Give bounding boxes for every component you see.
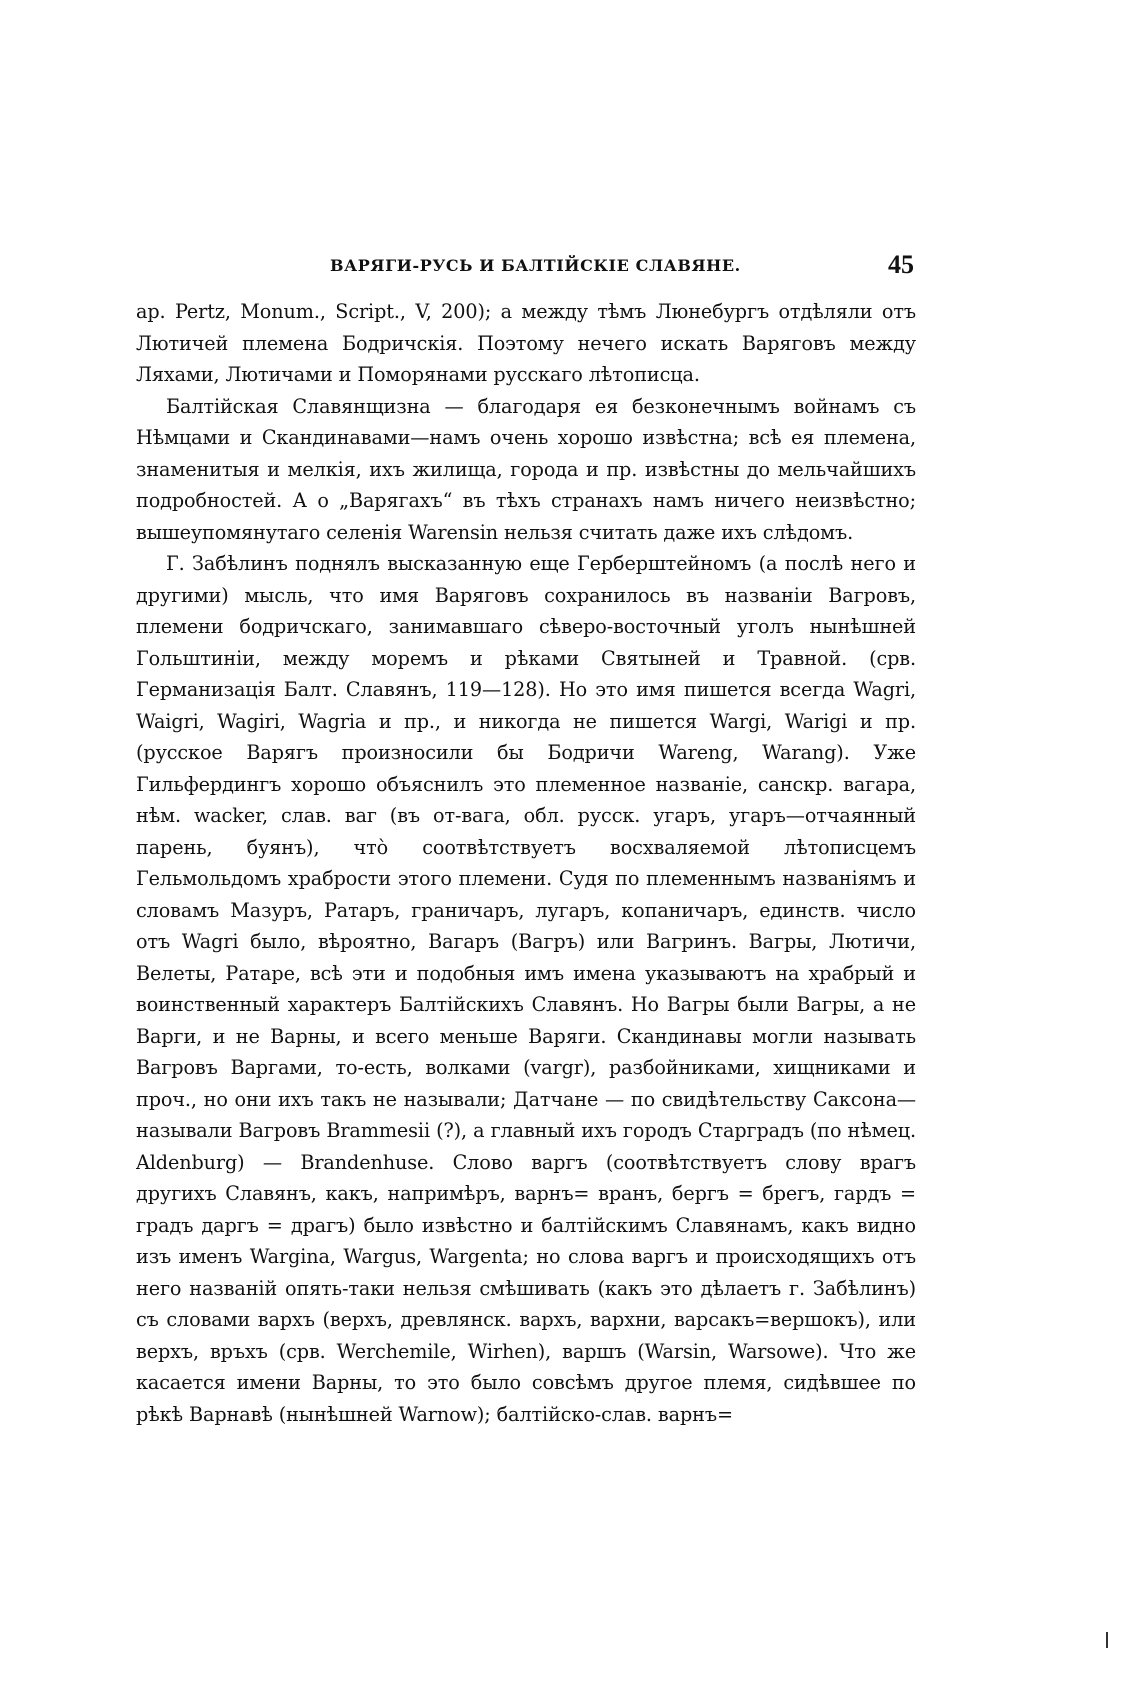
page-number: 45 bbox=[888, 252, 914, 279]
running-head bbox=[136, 252, 916, 296]
paragraph-baltic-slavdom: Балтійская Славянщизна — благодаря ея безконечнымъ войнамъ съ Нѣмцами и Скандинавами—намъ очень хорошо извѣстна; всѣ ея племена, знаменитыя и мелкія, ихъ жилища, города и пр. извѣстны до мельчайшихъ подробностей. А о „Варягахъ“ въ тѣхъ странахъ намъ ничего неизвѣстно; вышеупомянутаго селенія Warensin нельзя считать даже ихъ слѣдомъ. bbox=[136, 394, 916, 544]
body-text bbox=[136, 296, 916, 1430]
book-page bbox=[136, 252, 916, 1512]
running-head-title: ВАРЯГИ-РУСЬ И БАЛТІЙСКІЕ СЛАВЯНЕ. bbox=[330, 256, 741, 275]
paragraph-zabelin-wagri: Г. Забѣлинъ поднялъ высказанную еще Герберштейномъ (а послѣ него и другими) мысль, что имя Варяговъ сохранилось въ названіи Вагровъ, племени бодричскаго, занимавшаго сѣверо-восточный уголъ нынѣшней Гольштиніи, между моремъ и рѣками Святыней и Травной. (срв. Германизація Балт. Славянъ, 119—128). Но это имя пишется всегда Wagri, Waigri, Wagiri, Wagria и пр., и никогда не пишется Wargi, Warigi и пр. (русское Варягъ произносили бы Бодричи Wareng, Warang). Уже Гильфердингъ хорошо объяснилъ это племенное названіе, санскр. вагара, нѣм. wacker, слав. ваг (въ от-вага, обл. русск. угаръ, угаръ—отчаянный парень, буянъ), что̀ соотвѣтствуетъ восхваляемой лѣтописцемъ Гельмольдомъ храбрости этого племени. Судя по племеннымъ названіямъ и словамъ Мазуръ, Ратаръ, граничаръ, лугаръ, копаничаръ, единств. число отъ Wagri было, вѣроятно, Вагаръ (Вагръ) или Вагринъ. Вагры, Лютичи, Велеты, Ратаре, всѣ эти и подобныя имъ имена указываютъ на храбрый и воинственный характеръ Балтійскихъ Славянъ. Но Вагры были Вагры, а не Варги, и не Варны, и всего меньше Варяги. Скандинавы могли называть Вагровъ Варгами, то-есть, волками (vargr), разбойниками, хищниками и проч., но они ихъ такъ не называли; Датчане — по свидѣтельству Саксона—называли Вагровъ Brammesii (?), а главный ихъ городъ Старградъ (по нѣмец. Aldenburg) — Brandenhuse. Слово варгъ (соотвѣтствуетъ слову врагъ другихъ Славянъ, какъ, напримѣръ, варнъ= вранъ, бергъ = брегъ, гардъ = градъ даргъ = драгъ) было извѣстно и балтійскимъ Славянамъ, какъ видно изъ именъ Wargina, Wargus, Wargenta; но слова варгъ и происходящихъ отъ него названій опять-таки нельзя смѣшивать (какъ это дѣлаетъ г. Забѣлинъ) съ словами вархъ (верхъ, древлянск. вархъ, вархни, варсакъ=вершокъ), или верхъ, връхъ (срв. Werchemile, Wirhen), варшъ (Warsin, Warsowe). Что же касается имени Варны, то это было совсѣмъ другое племя, сидѣвшее по рѣкѣ Варнавѣ (нынѣшней Warnow); балтійско-слав. варнъ= bbox=[136, 552, 916, 1426]
scan-edge-mark bbox=[1106, 1632, 1108, 1648]
paragraph-continuation: ap. Pertz, Monum., Script., V, 200); а между тѣмъ Люнебургъ отдѣляли отъ Лютичей племена Бодричскія. Поэтому нечего искать Варяговъ между Ляхами, Лютичами и Поморянами русскаго лѣтописца. bbox=[136, 300, 916, 386]
